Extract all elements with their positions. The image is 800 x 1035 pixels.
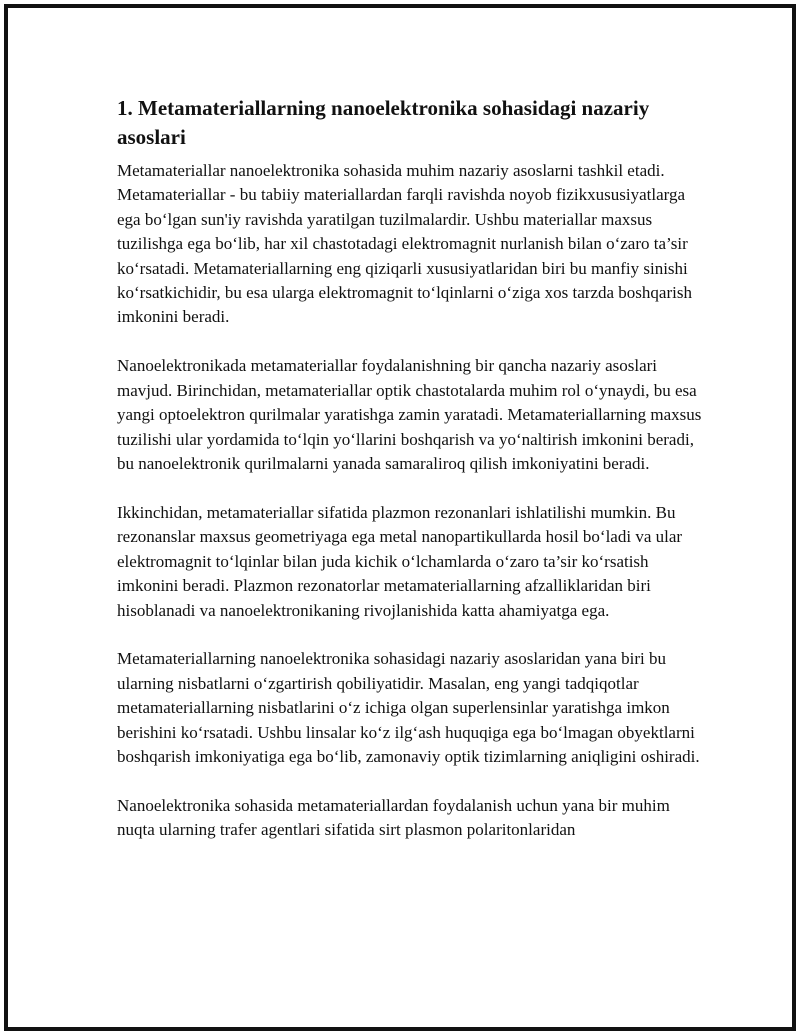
paragraph-3: Ikkinchidan, metamateriallar sifatida plazmon rezonanlari ishlatilishi mumkin. Bu rezonanslar maxsus geometriyaga ega metal nanopartikullarda hosil bo‘ladi va ular elektromagnit to‘lqinlar bilan juda kichik o‘lchamlarda o‘zaro ta’sir ko‘rsatish imkonini beradi. Plazmon rezonatorlar metamateriallarning afzalliklaridan biri hisoblanadi va nanoelektronikaning rivojlanishida katta ahamiyatga ega. xyxy=(117,502,683,620)
paragraph-1: Metamateriallar nanoelektronika sohasida muhim nazariy asoslarni tashkil etadi. Metamateriallar - bu tabiiy materiallardan farqli ravishda noyob fizikxususiyatlarga ega bo‘lgan sun'iy ravishda yaratilgan tuzilmalardir. Ushbu materiallar maxsus tuzilishga ega bo‘lib, har xil chastotadagi elektromagnit nurlanish bilan o‘zaro ta’sir ko‘rsatadi. Metamateriallarning eng qiziqarli xususiyatlaridan biri bu manfiy sinishi ko‘rsatkichidir, bu esa ularga elektromagnit to‘lqinlarni o‘ziga xos tarzda boshqarish imkonini beradi. xyxy=(117,161,692,327)
section-heading: 1. Metamateriallarning nanoelektronika sohasidagi nazariy asoslari xyxy=(117,96,650,149)
paragraph-5: Nanoelektronika sohasida metamateriallardan foydalanish uchun yana bir muhim nuqta ularning trafer agentlari sifatida sirt plasmon polaritonlaridan xyxy=(117,795,670,840)
paragraph-2: Nanoelektronikada metamateriallar foydalanishning bir qancha nazariy asoslari mavjud. Birinchidan, metamateriallar optik chastotalarda muhim rol o‘ynaydi, bu esa yangi optoelektron qurilmalar yaratishga zamin yaratadi. Metamateriallarning maxsus tuzilishi ular yordamida to‘lqin yo‘llarini boshqarish va yo‘naltirish imkonini beradi, bu nanoelektronik qurilmalarni yanada samaraliroq qilish imkoniyatini beradi. xyxy=(117,356,702,473)
paragraph-4: Metamateriallarning nanoelektronika sohasidagi nazariy asoslaridan yana biri bu ularning nisbatlarni o‘zgartirish qobiliyatidir. Masalan, eng yangi tadqiqotlar metamateriallarning nisbatlarini o‘z ichiga olgan superlensinlar yaratishga imkon berishini ko‘rsatadi. Ushbu linsalar ko‘z ilg‘ash huquqiga ega bo‘lmagan obyektlarni boshqarish imkoniyatiga ega bo‘lib, zamonaviy optik tizimlarning aniqligini oshiradi. xyxy=(117,649,700,767)
document-body xyxy=(117,94,707,867)
